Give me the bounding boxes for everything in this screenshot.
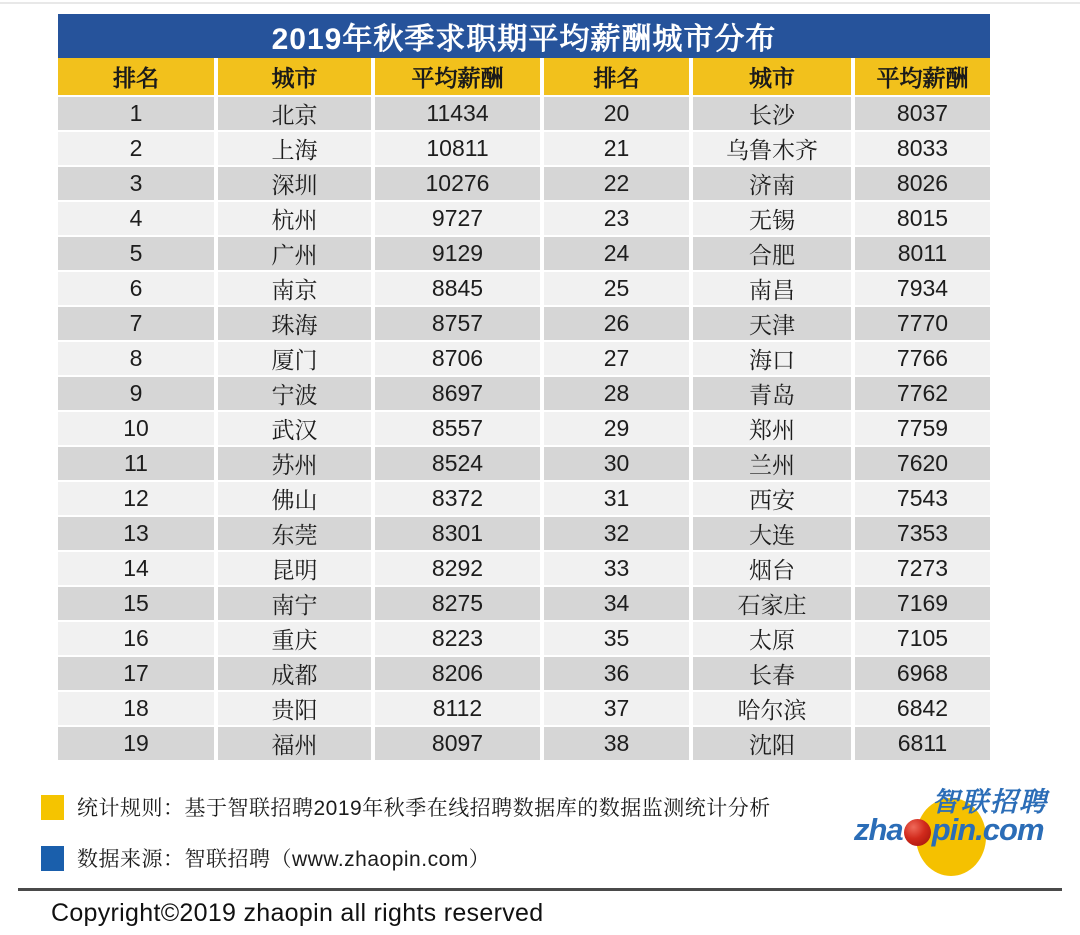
note-statistics-rule (41, 792, 771, 822)
city-cell-left: 厦门 (218, 342, 371, 375)
column-header-salary-right: 平均薪酬 (855, 58, 990, 95)
rank-cell-right: 26 (544, 307, 689, 340)
city-cell-right: 天津 (693, 307, 851, 340)
city-cell-left: 北京 (218, 97, 371, 130)
salary-cell-left: 9129 (375, 237, 540, 270)
top-divider (0, 2, 1080, 4)
salary-cell-right: 7273 (855, 552, 990, 585)
city-cell-left: 成都 (218, 657, 371, 690)
column-header-rank-left: 排名 (58, 58, 214, 95)
salary-cell-right: 8015 (855, 202, 990, 235)
rank-cell-left: 10 (58, 412, 214, 445)
salary-cell-right: 8026 (855, 167, 990, 200)
city-cell-right: 无锡 (693, 202, 851, 235)
note-text: 统计规则：基于智联招聘2019年秋季在线招聘数据库的数据监测统计分析 (77, 797, 771, 820)
rank-cell-left: 7 (58, 307, 214, 340)
copyright-text: Copyright©2019 zhaopin all rights reserved (51, 899, 544, 927)
salary-cell-left: 8845 (375, 272, 540, 305)
salary-cell-left: 8301 (375, 517, 540, 550)
city-cell-right: 海口 (693, 342, 851, 375)
salary-cell-right: 7353 (855, 517, 990, 550)
salary-cell-left: 8697 (375, 377, 540, 410)
rank-cell-left: 2 (58, 132, 214, 165)
rank-cell-right: 36 (544, 657, 689, 690)
rank-cell-left: 14 (58, 552, 214, 585)
column-header-rank-right: 排名 (544, 58, 689, 95)
logo-red-dot-icon (904, 819, 931, 846)
salary-cell-left: 8557 (375, 412, 540, 445)
rank-cell-right: 33 (544, 552, 689, 585)
city-cell-right: 兰州 (693, 447, 851, 480)
rank-cell-right: 27 (544, 342, 689, 375)
city-cell-left: 重庆 (218, 622, 371, 655)
city-cell-left: 东莞 (218, 517, 371, 550)
rank-cell-left: 5 (58, 237, 214, 270)
rank-cell-right: 28 (544, 377, 689, 410)
column-header-salary-left: 平均薪酬 (375, 58, 540, 95)
salary-cell-left: 8292 (375, 552, 540, 585)
salary-cell-left: 8097 (375, 727, 540, 760)
rank-cell-left: 8 (58, 342, 214, 375)
city-cell-right: 太原 (693, 622, 851, 655)
rank-cell-left: 11 (58, 447, 214, 480)
city-cell-left: 佛山 (218, 482, 371, 515)
rank-cell-right: 34 (544, 587, 689, 620)
city-cell-right: 郑州 (693, 412, 851, 445)
city-cell-right: 乌鲁木齐 (693, 132, 851, 165)
salary-cell-left: 9727 (375, 202, 540, 235)
rank-cell-right: 22 (544, 167, 689, 200)
rank-cell-left: 19 (58, 727, 214, 760)
city-cell-left: 上海 (218, 132, 371, 165)
rank-cell-right: 29 (544, 412, 689, 445)
salary-cell-left: 8223 (375, 622, 540, 655)
city-cell-left: 宁波 (218, 377, 371, 410)
salary-cell-right: 7759 (855, 412, 990, 445)
rank-cell-right: 37 (544, 692, 689, 725)
salary-cell-right: 6968 (855, 657, 990, 690)
city-cell-right: 合肥 (693, 237, 851, 270)
rank-cell-right: 24 (544, 237, 689, 270)
zhaopin-logo (852, 772, 1070, 884)
salary-cell-right: 8011 (855, 237, 990, 270)
salary-cell-right: 8037 (855, 97, 990, 130)
rank-cell-left: 16 (58, 622, 214, 655)
city-cell-left: 南宁 (218, 587, 371, 620)
rank-cell-left: 3 (58, 167, 214, 200)
salary-cell-left: 8757 (375, 307, 540, 340)
rank-cell-right: 23 (544, 202, 689, 235)
salary-cell-left: 8524 (375, 447, 540, 480)
salary-table (58, 58, 990, 760)
rank-cell-right: 20 (544, 97, 689, 130)
city-cell-left: 广州 (218, 237, 371, 270)
city-cell-left: 南京 (218, 272, 371, 305)
rank-cell-right: 32 (544, 517, 689, 550)
city-cell-right: 哈尔滨 (693, 692, 851, 725)
blue-square-bullet-icon (41, 846, 64, 871)
salary-cell-left: 8372 (375, 482, 540, 515)
salary-cell-right: 6811 (855, 727, 990, 760)
city-cell-left: 深圳 (218, 167, 371, 200)
logo-domain-text (854, 812, 1044, 848)
salary-cell-left: 8275 (375, 587, 540, 620)
rank-cell-left: 4 (58, 202, 214, 235)
rank-cell-right: 31 (544, 482, 689, 515)
city-cell-right: 长沙 (693, 97, 851, 130)
salary-cell-right: 7770 (855, 307, 990, 340)
column-header-city-left: 城市 (218, 58, 371, 95)
note-data-source (41, 843, 490, 873)
city-cell-left: 贵阳 (218, 692, 371, 725)
rank-cell-right: 30 (544, 447, 689, 480)
rank-cell-right: 38 (544, 727, 689, 760)
city-cell-right: 长春 (693, 657, 851, 690)
rank-cell-left: 17 (58, 657, 214, 690)
note-text: 数据来源：智联招聘（www.zhaopin.com） (77, 848, 491, 871)
rank-cell-left: 6 (58, 272, 214, 305)
rank-cell-left: 15 (58, 587, 214, 620)
rank-cell-right: 25 (544, 272, 689, 305)
city-cell-right: 济南 (693, 167, 851, 200)
salary-cell-right: 6842 (855, 692, 990, 725)
city-cell-left: 苏州 (218, 447, 371, 480)
city-cell-right: 石家庄 (693, 587, 851, 620)
salary-cell-right: 7105 (855, 622, 990, 655)
city-cell-right: 烟台 (693, 552, 851, 585)
city-cell-left: 昆明 (218, 552, 371, 585)
column-header-city-right: 城市 (693, 58, 851, 95)
rank-cell-left: 12 (58, 482, 214, 515)
salary-cell-right: 7169 (855, 587, 990, 620)
salary-cell-left: 8706 (375, 342, 540, 375)
salary-cell-left: 11434 (375, 97, 540, 130)
city-cell-right: 南昌 (693, 272, 851, 305)
logo-domain-prefix: zha (854, 812, 903, 847)
logo-chinese-text: 智联招聘 (932, 787, 1048, 817)
city-cell-right: 青岛 (693, 377, 851, 410)
rank-cell-left: 18 (58, 692, 214, 725)
city-cell-left: 福州 (218, 727, 371, 760)
copyright-divider (18, 888, 1062, 891)
city-cell-left: 珠海 (218, 307, 371, 340)
rank-cell-right: 21 (544, 132, 689, 165)
salary-cell-right: 7762 (855, 377, 990, 410)
salary-cell-left: 10811 (375, 132, 540, 165)
rank-cell-left: 13 (58, 517, 214, 550)
salary-cell-right: 7934 (855, 272, 990, 305)
salary-cell-left: 8112 (375, 692, 540, 725)
salary-cell-right: 7766 (855, 342, 990, 375)
salary-cell-left: 8206 (375, 657, 540, 690)
rank-cell-left: 1 (58, 97, 214, 130)
city-cell-right: 沈阳 (693, 727, 851, 760)
salary-cell-right: 8033 (855, 132, 990, 165)
salary-cell-left: 10276 (375, 167, 540, 200)
salary-cell-right: 7620 (855, 447, 990, 480)
yellow-square-bullet-icon (41, 795, 64, 820)
city-cell-left: 杭州 (218, 202, 371, 235)
rank-cell-left: 9 (58, 377, 214, 410)
city-cell-left: 武汉 (218, 412, 371, 445)
logo-domain-suffix: pin.com (931, 812, 1044, 847)
rank-cell-right: 35 (544, 622, 689, 655)
table-title: 2019年秋季求职期平均薪酬城市分布 (58, 14, 990, 58)
city-cell-right: 西安 (693, 482, 851, 515)
city-cell-right: 大连 (693, 517, 851, 550)
salary-cell-right: 7543 (855, 482, 990, 515)
